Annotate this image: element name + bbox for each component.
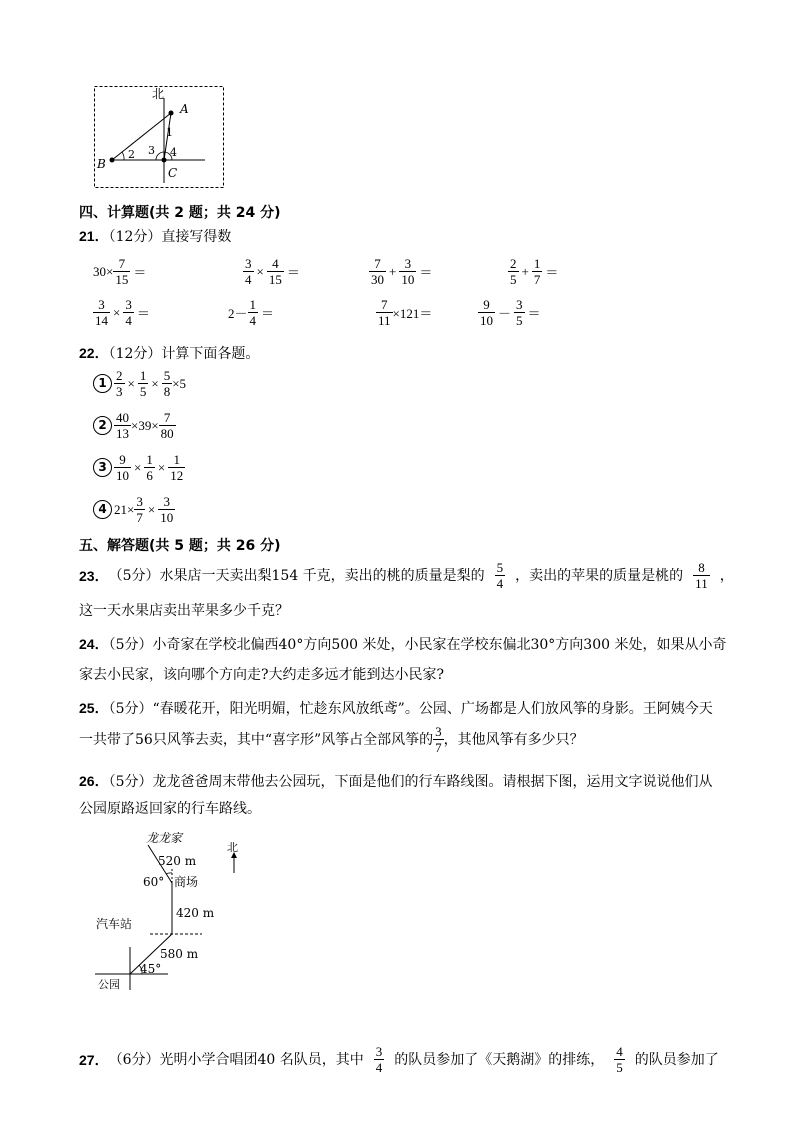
fraction: $\frac{1}{6}$	[146, 452, 153, 483]
q26-number: 26．	[79, 773, 109, 789]
q21-item-4	[508, 256, 561, 287]
q24-number: 24．	[79, 636, 109, 652]
q21-item-1-pre: 30×	[93, 263, 114, 279]
angle-4-label: 4	[170, 146, 177, 159]
fraction: $\frac{3}{4}$	[125, 297, 132, 328]
q25-line-2	[79, 724, 584, 755]
q26-score: （5分）	[108, 774, 153, 790]
question-21	[79, 226, 231, 247]
fraction: $\frac{1}{7}$	[533, 256, 541, 287]
fraction: $\frac{2}{3}$	[116, 368, 123, 399]
north-label: 北	[227, 841, 238, 854]
q21-item-7	[376, 297, 432, 328]
operator: ×	[147, 501, 156, 517]
operator: +	[389, 263, 397, 279]
q25-text-a: 一共带了56只风筝去卖，其中“喜字形”风筝占全部风筝的	[79, 731, 434, 748]
angle-3-label: 3	[148, 144, 155, 157]
q27-score: （6分）	[108, 1051, 160, 1068]
question-25-line-1	[79, 698, 713, 719]
angle-arc-60	[166, 873, 172, 874]
operator: ×	[134, 459, 142, 475]
fraction: $\frac{1}{4}$	[249, 297, 257, 328]
q22-score: （12分）	[108, 346, 162, 362]
q25-text: “春暖花开，阳光明媚，忙趁东风放纸鸢”。公园、广场都是人们放风筝的身影。王阿姨今天	[152, 701, 713, 717]
q27-text-b: 的队员参加了《天鹅湖》的排练，	[394, 1051, 605, 1068]
equals-sign: ＝	[136, 306, 150, 321]
q21-item-1	[93, 256, 149, 287]
q25-number: 25．	[79, 700, 109, 716]
distance-1-label: 520 m	[158, 854, 197, 868]
equals-sign: ＝	[419, 265, 433, 280]
q22-item-3	[93, 452, 185, 483]
question-24-line-1	[79, 634, 726, 655]
q23-score: （5分）	[108, 567, 160, 584]
q21-item-5	[93, 297, 153, 328]
fraction: $\frac{2}{5}$	[510, 256, 517, 287]
q22-item-2	[93, 410, 176, 441]
fraction: $\frac{3}{10}$	[160, 494, 174, 525]
operator: +	[521, 263, 529, 279]
q26-line-2: 公园原路返回家的行车路线。	[79, 801, 261, 817]
figure-frame	[95, 87, 224, 188]
park-label: 公园	[98, 978, 120, 991]
q21-number: 21．	[79, 228, 109, 244]
q22-number: 22．	[79, 345, 109, 361]
q21-item-6-pre: 2－	[228, 306, 248, 321]
mall-label: 商场	[174, 875, 199, 889]
q21-text: 直接写得数	[161, 229, 232, 245]
station-label: 汽车站	[96, 917, 133, 931]
q22-item-1	[93, 368, 186, 399]
q25-text-b: ，其他风筝有多少只？	[443, 731, 584, 748]
question-23-line-1	[79, 560, 734, 591]
fraction: $\frac{3}{7}$	[136, 494, 143, 525]
q22-item-4	[93, 494, 175, 525]
equals-sign: ＝	[286, 265, 300, 280]
q23-text-b: ，卖出的苹果的质量是桃的	[515, 567, 684, 584]
q27-text-a: 光明小学合唱团40 名队员，其中	[159, 1051, 364, 1068]
equals-sign: ＝	[261, 306, 275, 321]
operator: ×	[157, 459, 166, 475]
fraction: $\frac{5}{4}$	[496, 560, 504, 591]
angle-1-label: 1	[166, 126, 173, 139]
item-number-circle: 1	[93, 374, 112, 393]
operator: ×	[256, 263, 264, 279]
distance-2-label: 420 m	[176, 906, 215, 920]
fraction: $\frac{7}{30}$	[371, 256, 384, 287]
fraction: $\frac{3}{14}$	[95, 297, 108, 328]
q21-item-3	[369, 256, 435, 287]
question-26-line-1	[79, 771, 713, 792]
q21-score: （12分）	[108, 229, 162, 245]
distance-3-label: 580 m	[160, 947, 199, 961]
fraction: $\frac{8}{11}$	[695, 560, 708, 591]
operator: ×39×	[131, 417, 159, 433]
q23-text-c: ，	[719, 567, 734, 584]
item-number-circle: 4	[93, 500, 112, 519]
fraction: $\frac{5}{8}$	[163, 368, 171, 399]
section-5-title: 五、解答题(共 5 题；共 26 分)	[79, 538, 281, 554]
fraction: $\frac{4}{5}$	[616, 1044, 623, 1075]
fraction: $\frac{7}{15}$	[115, 256, 129, 287]
q23-text-a: 水果店一天卖出梨154 千克，卖出的桃的质量是梨的	[159, 567, 485, 584]
q27-number: 27．	[79, 1051, 109, 1068]
fraction: $\frac{3}{4}$	[245, 256, 252, 287]
q24-text: 小奇家在学校北偏西40°方向500 米处，小民家在学校东偏北30°方向300 米处，如果从小奇	[152, 637, 727, 653]
angle-figure	[94, 86, 224, 188]
operator: ×5	[172, 375, 187, 391]
q22-text: 计算下面各题。	[161, 346, 260, 362]
q21-item-8	[478, 297, 544, 328]
q23-line-2: 这一天水果店卖出苹果多少千克？	[79, 603, 289, 619]
item-number-circle: 2	[93, 416, 112, 435]
fraction: $\frac{7}{80}$	[160, 410, 174, 441]
point-c	[162, 158, 167, 163]
item-number-circle: 3	[93, 458, 112, 477]
fraction: $\frac{1}{12}$	[170, 452, 184, 483]
fraction: $\frac{4}{15}$	[268, 256, 282, 287]
angle-arc-b	[122, 152, 124, 160]
section-4-title: 四、计算题(共 2 题；共 24 分)	[79, 205, 281, 221]
question-27-line-1	[79, 1044, 719, 1075]
fraction: $\frac{3}{7}$	[435, 724, 442, 755]
equals-sign: ＝	[133, 265, 147, 280]
q21-item-2	[243, 256, 303, 287]
route-map-svg	[90, 825, 270, 995]
q23-number: 23．	[79, 567, 109, 584]
home-label: 龙龙家	[146, 831, 183, 845]
north-label: 北	[152, 87, 165, 101]
operator: ×	[127, 375, 135, 391]
q27-text-c: 的队员参加了	[634, 1051, 719, 1068]
fraction: $\frac{1}{5}$	[139, 368, 147, 399]
point-a-label: A	[180, 102, 189, 116]
q26-text: 龙龙爸爸周末带他去公园玩，下面是他们的行车路线图。请根据下图，运用文字说说他们从	[152, 774, 713, 790]
point-c-label: C	[168, 166, 178, 180]
fraction: $\frac{3}{5}$	[516, 297, 523, 328]
angle-45-label: 45°	[140, 962, 162, 976]
point-a	[169, 111, 174, 116]
line-ba	[112, 113, 171, 160]
fraction: $\frac{40}{13}$	[116, 410, 129, 441]
q25-score: （5分）	[108, 701, 153, 717]
operator: －	[498, 306, 512, 321]
fraction: $\frac{3}{4}$	[375, 1044, 383, 1075]
angle-figure-svg	[94, 86, 224, 188]
route-map	[90, 825, 270, 995]
q24-line-2: 家去小民家，该向哪个方向走?大约走多远才能到达小民家?	[79, 667, 445, 683]
fraction: $\frac{3}{10}$	[401, 256, 415, 287]
fraction: $\frac{9}{10}$	[480, 297, 493, 328]
fraction: $\frac{7}{11}$	[378, 297, 391, 328]
operator: ×	[113, 304, 121, 320]
q24-score: （5分）	[108, 637, 153, 653]
q21-item-6	[228, 297, 277, 328]
question-22	[79, 343, 259, 364]
point-b	[110, 158, 115, 163]
q21-item-7-tail: ×121＝	[392, 306, 433, 321]
operator: ×	[151, 375, 159, 391]
equals-sign: ＝	[527, 306, 541, 321]
equals-sign: ＝	[545, 265, 559, 280]
point-b-label: B	[97, 157, 106, 171]
fraction: $\frac{9}{10}$	[116, 452, 129, 483]
angle-2-label: 2	[128, 148, 135, 161]
operator: 21×	[114, 501, 135, 517]
angle-60-label: 60°	[143, 875, 165, 889]
